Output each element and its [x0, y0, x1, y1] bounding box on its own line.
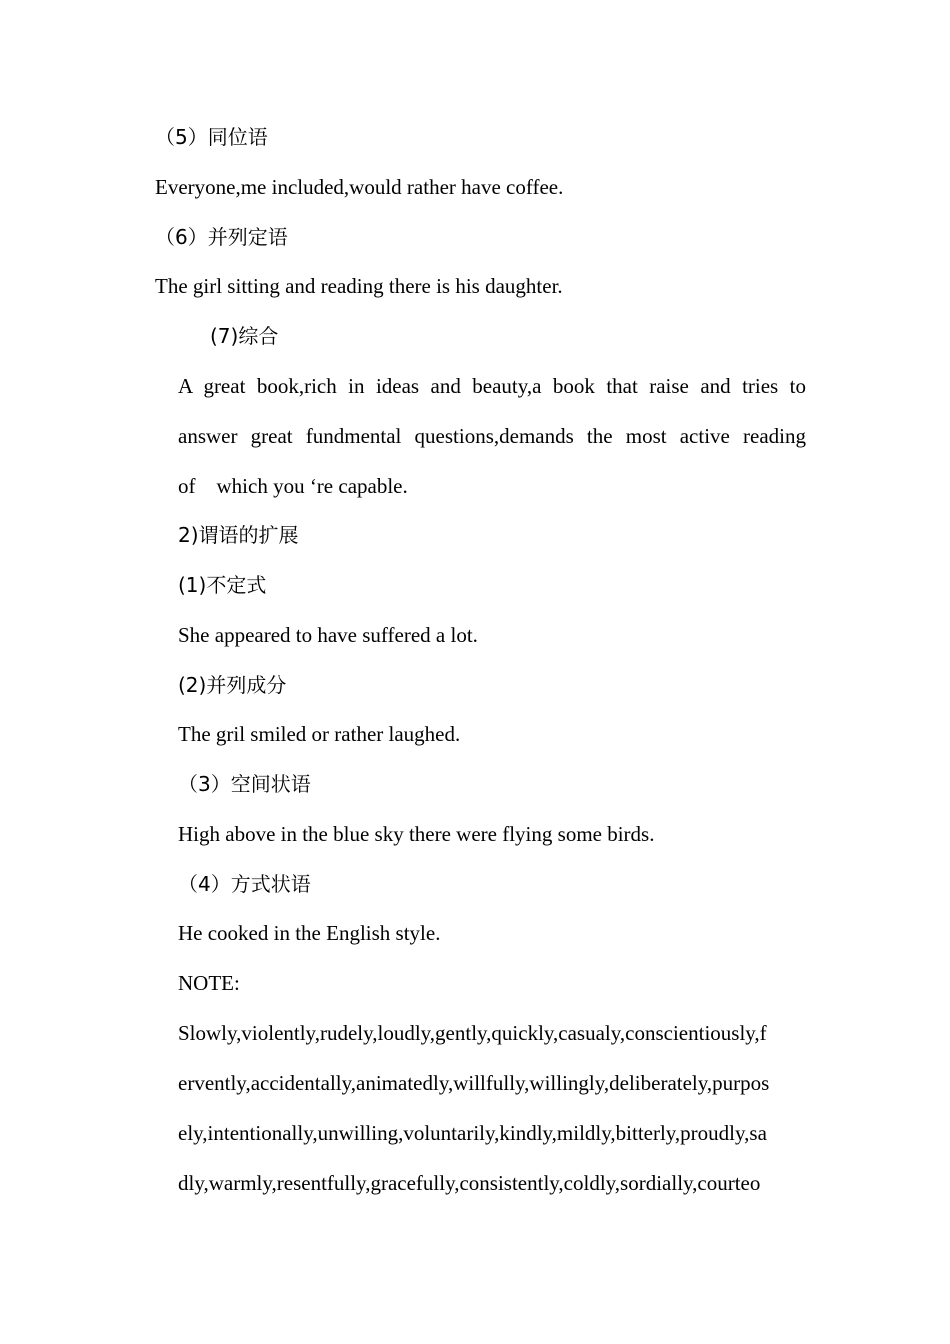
paragraph-line: of which you ‘re capable. [178, 474, 408, 498]
heading-infinitive: (1)不定式 [178, 573, 267, 597]
note-line: Slowly,violently,rudely,loudly,gently,quickly,casualy,conscientiously,f [178, 1021, 767, 1045]
example-sentence: Everyone,me included,would rather have coffee. [155, 175, 564, 199]
example-sentence: He cooked in the English style. [178, 921, 441, 945]
paragraph-line: answer great fundmental questions,demands the most active reading [178, 424, 806, 448]
note-line: ely,intentionally,unwilling,voluntarily,kindly,mildly,bitterly,proudly,sa [178, 1121, 767, 1145]
heading-appositive: （5）同位语 [155, 125, 268, 149]
heading-spatial-adverbial: （3）空间状语 [178, 772, 311, 796]
heading-coordinate-elements: (2)并列成分 [178, 673, 287, 697]
heading-coordinate-attributive: （6）并列定语 [155, 225, 288, 249]
note-line: ervently,accidentally,animatedly,willfully,willingly,deliberately,purpos [178, 1071, 770, 1095]
heading-predicate-expansion: 2)谓语的扩展 [178, 523, 299, 547]
note-line: dly,warmly,resentfully,gracefully,consistently,coldly,sordially,courteo [178, 1171, 761, 1195]
example-sentence: The girl sitting and reading there is his daughter. [155, 274, 563, 298]
note-label: NOTE: [178, 971, 240, 995]
heading-comprehensive: (7)综合 [210, 324, 279, 348]
example-sentence: The gril smiled or rather laughed. [178, 722, 461, 746]
paragraph-line: A great book,rich in ideas and beauty,a book that raise and tries to [178, 374, 806, 398]
heading-manner-adverbial: （4）方式状语 [178, 872, 311, 896]
example-sentence: High above in the blue sky there were flying some birds. [178, 822, 655, 846]
example-sentence: She appeared to have suffered a lot. [178, 623, 478, 647]
